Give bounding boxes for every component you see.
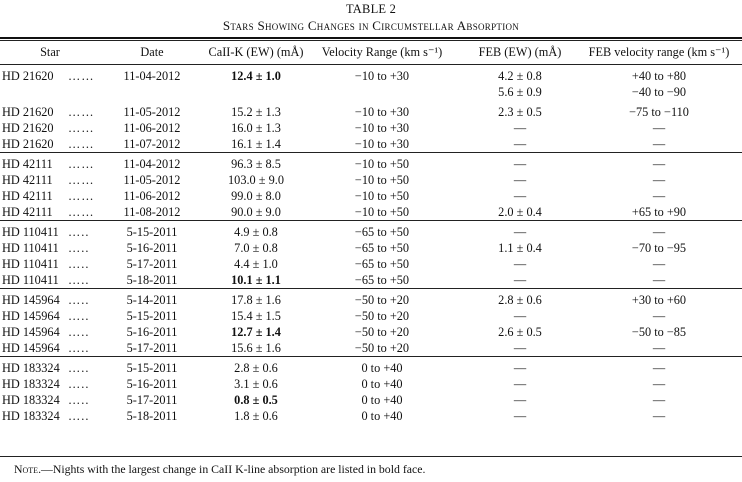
star-name: HD 21620 xyxy=(2,137,54,151)
star-name: HD 42111 xyxy=(2,189,53,203)
velocity-range-cell: −10 to +30 xyxy=(354,69,410,83)
caii-ew-cell: 15.4 ± 1.5 xyxy=(231,309,281,323)
star-name: HD 21620 xyxy=(2,105,54,119)
feb-velocity-range-cell: −40 to −90 xyxy=(631,85,687,99)
caii-ew-cell: 2.8 ± 0.6 xyxy=(234,361,278,375)
group-rule xyxy=(0,152,742,153)
caii-ew-cell: 90.0 ± 9.0 xyxy=(231,205,281,219)
velocity-range-cell: −10 to +50 xyxy=(354,205,410,219)
table-row xyxy=(0,120,742,136)
velocity-range-cell: −50 to +20 xyxy=(354,293,410,307)
caii-ew-cell: 4.9 ± 0.8 xyxy=(234,225,278,239)
top-rule-inner xyxy=(0,40,742,41)
feb-ew-cell: 5.6 ± 0.9 xyxy=(498,85,542,99)
caii-ew-cell: 16.0 ± 1.3 xyxy=(231,121,281,135)
caii-ew-cell: 12.4 ± 1.0 xyxy=(231,69,281,83)
velocity-range-cell: −10 to +50 xyxy=(354,157,410,171)
feb-ew-cell: — xyxy=(513,189,527,203)
date-cell: 11-06-2012 xyxy=(123,189,181,203)
star-name: HD 183324 xyxy=(2,409,60,423)
note-text: —Nights with the largest change in CaII K-line absorption are listed in bold face. xyxy=(41,462,426,476)
header-row xyxy=(0,44,742,60)
date-cell: 5-15-2011 xyxy=(126,309,178,323)
date-cell: 11-08-2012 xyxy=(123,205,181,219)
bottom-rule xyxy=(0,456,742,457)
star-name: HD 110411 xyxy=(2,241,59,255)
star-name: HD 110411 xyxy=(2,257,59,271)
star-name: HD 21620 xyxy=(2,121,54,135)
date-cell: 5-17-2011 xyxy=(126,393,178,407)
velocity-range-cell: −50 to +20 xyxy=(354,341,410,355)
date-cell: 11-05-2012 xyxy=(123,173,181,187)
feb-ew-cell: — xyxy=(513,361,527,375)
feb-velocity-range-cell: — xyxy=(652,273,666,287)
header-feb-velocity-range: FEB velocity range (km s⁻¹) xyxy=(588,45,730,59)
table-label: TABLE 2 xyxy=(345,2,397,16)
leader-dots: …… xyxy=(68,137,95,151)
feb-ew-cell: — xyxy=(513,393,527,407)
group-rule xyxy=(0,356,742,357)
star-name: HD 183324 xyxy=(2,393,60,407)
note-label: Note. xyxy=(14,462,42,476)
feb-ew-cell: — xyxy=(513,273,527,287)
star-name: HD 110411 xyxy=(2,273,59,287)
leader-dots: ….. xyxy=(68,273,90,287)
velocity-range-cell: 0 to +40 xyxy=(361,361,403,375)
feb-velocity-range-cell: — xyxy=(652,377,666,391)
leader-dots: …… xyxy=(68,69,95,83)
star-name: HD 110411 xyxy=(2,225,59,239)
feb-velocity-range-cell: +65 to +90 xyxy=(631,205,687,219)
table-row xyxy=(0,204,742,220)
date-cell: 11-07-2012 xyxy=(123,137,181,151)
feb-velocity-range-cell: +30 to +60 xyxy=(631,293,687,307)
star-name: HD 21620 xyxy=(2,69,54,83)
table-note xyxy=(14,462,425,477)
caii-ew-cell: 1.8 ± 0.6 xyxy=(234,409,278,423)
star-name: HD 42111 xyxy=(2,205,53,219)
feb-ew-cell: — xyxy=(513,137,527,151)
date-cell: 11-04-2012 xyxy=(123,69,181,83)
leader-dots: ….. xyxy=(68,377,90,391)
table-row xyxy=(0,360,742,376)
velocity-range-cell: −50 to +20 xyxy=(354,325,410,339)
table-row xyxy=(0,272,742,288)
feb-velocity-range-cell: — xyxy=(652,409,666,423)
feb-velocity-range-cell: — xyxy=(652,189,666,203)
feb-ew-cell: — xyxy=(513,257,527,271)
table-row xyxy=(0,256,742,272)
caii-ew-cell: 7.0 ± 0.8 xyxy=(234,241,278,255)
feb-ew-cell: 1.1 ± 0.4 xyxy=(498,241,542,255)
feb-velocity-range-cell: — xyxy=(652,309,666,323)
leader-dots: ….. xyxy=(68,361,90,375)
star-name: HD 145964 xyxy=(2,309,60,323)
velocity-range-cell: −65 to +50 xyxy=(354,257,410,271)
leader-dots: …… xyxy=(68,105,95,119)
feb-ew-cell: — xyxy=(513,377,527,391)
caii-ew-cell: 3.1 ± 0.6 xyxy=(234,377,278,391)
feb-ew-cell: 4.2 ± 0.8 xyxy=(498,69,542,83)
date-cell: 5-16-2011 xyxy=(126,325,178,339)
leader-dots: ….. xyxy=(68,241,90,255)
caii-ew-cell: 17.8 ± 1.6 xyxy=(231,293,281,307)
feb-velocity-range-cell: — xyxy=(652,393,666,407)
star-name: HD 145964 xyxy=(2,293,60,307)
star-name: HD 183324 xyxy=(2,377,60,391)
caii-ew-cell: 15.2 ± 1.3 xyxy=(231,105,281,119)
group-rule xyxy=(0,288,742,289)
feb-ew-cell: 2.0 ± 0.4 xyxy=(498,205,542,219)
leader-dots: ….. xyxy=(68,257,90,271)
leader-dots: …… xyxy=(68,121,95,135)
date-cell: 11-06-2012 xyxy=(123,121,181,135)
velocity-range-cell: −65 to +50 xyxy=(354,241,410,255)
group-rule xyxy=(0,220,742,221)
date-cell: 5-17-2011 xyxy=(126,257,178,271)
leader-dots: …… xyxy=(68,189,95,203)
date-cell: 5-18-2011 xyxy=(126,273,178,287)
date-cell: 5-16-2011 xyxy=(126,241,178,255)
header-caii-ew: CaII-K (EW) (mÅ) xyxy=(208,45,304,59)
caii-ew-cell: 99.0 ± 8.0 xyxy=(231,189,281,203)
date-cell: 5-14-2011 xyxy=(126,293,178,307)
table-caption: Stars Showing Changes in Circumstellar Absorption xyxy=(222,18,520,33)
velocity-range-cell: −65 to +50 xyxy=(354,273,410,287)
feb-ew-cell: — xyxy=(513,225,527,239)
leader-dots: ….. xyxy=(68,341,90,355)
velocity-range-cell: 0 to +40 xyxy=(361,409,403,423)
caii-ew-cell: 15.6 ± 1.6 xyxy=(231,341,281,355)
star-name: HD 42111 xyxy=(2,173,53,187)
star-name: HD 183324 xyxy=(2,361,60,375)
leader-dots: ….. xyxy=(68,393,90,407)
feb-velocity-range-cell: — xyxy=(652,341,666,355)
header-feb-ew: FEB (EW) (mÅ) xyxy=(478,45,562,59)
feb-velocity-range-cell: −50 to −85 xyxy=(631,325,687,339)
feb-velocity-range-cell: — xyxy=(652,225,666,239)
leader-dots: …… xyxy=(68,205,95,219)
velocity-range-cell: −10 to +30 xyxy=(354,105,410,119)
table-row xyxy=(0,156,742,172)
velocity-range-cell: 0 to +40 xyxy=(361,377,403,391)
table-row xyxy=(0,68,742,84)
feb-velocity-range-cell: — xyxy=(652,121,666,135)
date-cell: 5-18-2011 xyxy=(126,409,178,423)
table-row xyxy=(0,188,742,204)
velocity-range-cell: 0 to +40 xyxy=(361,393,403,407)
date-cell: 11-05-2012 xyxy=(123,105,181,119)
table-row xyxy=(0,308,742,324)
star-cell xyxy=(2,84,122,100)
table-row xyxy=(0,136,742,152)
date-cell: 11-04-2012 xyxy=(123,157,181,171)
feb-velocity-range-cell: — xyxy=(652,157,666,171)
table-row xyxy=(0,84,742,100)
header-velocity-range: Velocity Range (km s⁻¹) xyxy=(321,45,443,59)
feb-velocity-range-cell: — xyxy=(652,137,666,151)
feb-velocity-range-cell: — xyxy=(652,257,666,271)
caii-ew-cell: 4.4 ± 1.0 xyxy=(234,257,278,271)
caii-ew-cell: 96.3 ± 8.5 xyxy=(231,157,281,171)
date-cell: 5-17-2011 xyxy=(126,341,178,355)
table-row xyxy=(0,172,742,188)
leader-dots: ….. xyxy=(68,309,90,323)
feb-ew-cell: — xyxy=(513,409,527,423)
feb-ew-cell: 2.3 ± 0.5 xyxy=(498,105,542,119)
velocity-range-cell: −10 to +30 xyxy=(354,137,410,151)
leader-dots: ….. xyxy=(68,409,90,423)
table-row xyxy=(0,292,742,308)
date-cell: 5-16-2011 xyxy=(126,377,178,391)
header-date: Date xyxy=(140,45,164,59)
table-row xyxy=(0,240,742,256)
feb-ew-cell: — xyxy=(513,309,527,323)
caii-ew-cell: 10.1 ± 1.1 xyxy=(231,273,281,287)
table-row xyxy=(0,340,742,356)
table-row xyxy=(0,324,742,340)
star-name: HD 145964 xyxy=(2,341,60,355)
leader-dots: ….. xyxy=(68,325,90,339)
feb-velocity-range-cell: +40 to +80 xyxy=(631,69,687,83)
feb-velocity-range-cell: — xyxy=(652,173,666,187)
header-rule xyxy=(0,64,742,65)
star-name: HD 42111 xyxy=(2,157,53,171)
velocity-range-cell: −10 to +50 xyxy=(354,173,410,187)
caii-ew-cell: 16.1 ± 1.4 xyxy=(231,137,281,151)
feb-ew-cell: 2.6 ± 0.5 xyxy=(498,325,542,339)
velocity-range-cell: −10 to +50 xyxy=(354,189,410,203)
feb-ew-cell: — xyxy=(513,341,527,355)
velocity-range-cell: −10 to +30 xyxy=(354,121,410,135)
table-row xyxy=(0,376,742,392)
table-row xyxy=(0,104,742,120)
velocity-range-cell: −65 to +50 xyxy=(354,225,410,239)
leader-dots: …… xyxy=(68,157,95,171)
leader-dots: ….. xyxy=(68,293,90,307)
feb-ew-cell: — xyxy=(513,121,527,135)
feb-velocity-range-cell: −70 to −95 xyxy=(631,241,687,255)
table-row xyxy=(0,224,742,240)
feb-ew-cell: — xyxy=(513,173,527,187)
feb-velocity-range-cell: −75 to −110 xyxy=(629,105,689,119)
leader-dots: ….. xyxy=(68,225,90,239)
caii-ew-cell: 0.8 ± 0.5 xyxy=(234,393,278,407)
table-row xyxy=(0,408,742,424)
velocity-range-cell: −50 to +20 xyxy=(354,309,410,323)
header-star: Star xyxy=(40,45,60,59)
leader-dots: …… xyxy=(68,173,95,187)
feb-ew-cell: 2.8 ± 0.6 xyxy=(498,293,542,307)
caii-ew-cell: 103.0 ± 9.0 xyxy=(228,173,284,187)
caii-ew-cell: 12.7 ± 1.4 xyxy=(231,325,281,339)
star-name: HD 145964 xyxy=(2,325,60,339)
date-cell: 5-15-2011 xyxy=(126,225,178,239)
feb-velocity-range-cell: — xyxy=(652,361,666,375)
top-rule xyxy=(0,37,742,39)
feb-ew-cell: — xyxy=(513,157,527,171)
date-cell: 5-15-2011 xyxy=(126,361,178,375)
table-row xyxy=(0,392,742,408)
